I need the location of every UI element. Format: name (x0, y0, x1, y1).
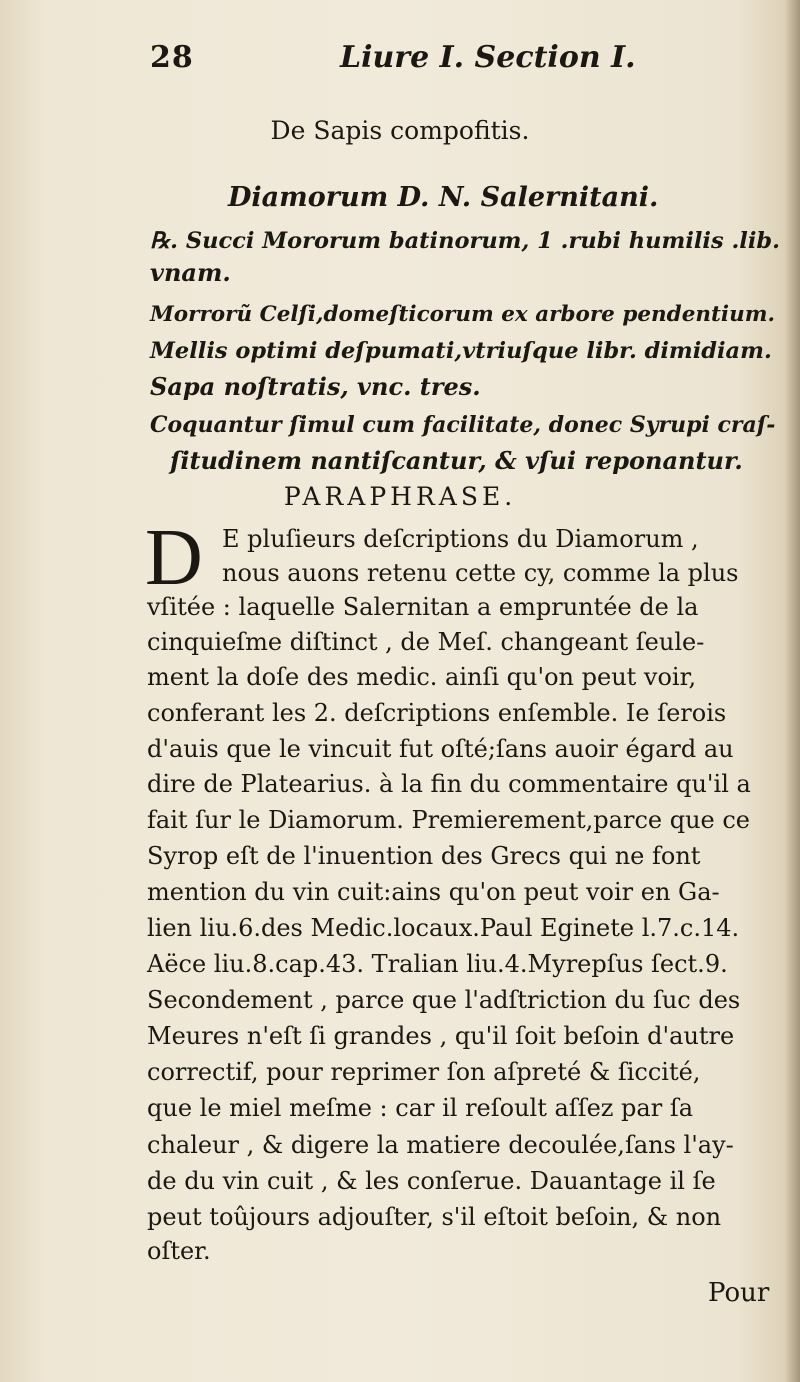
paraphrase-line: lien liu.6.des Medic.locaux.Paul Eginete l.7.c.14. (147, 914, 740, 942)
paraphrase-line: Meures n'eſt ſi grandes , qu'il ſoit beſoin d'autre (147, 1022, 735, 1050)
paraphrase-line: dire de Platearius. à la fin du commentaire qu'il a (147, 770, 751, 798)
section-title: De Sapis compofitis. (270, 116, 530, 145)
paraphrase-line: fait ſur le Diamorum. Premierement,parce que ce (147, 806, 751, 834)
paraphrase-line: mention du vin cuit:ains qu'on peut voir en Ga- (147, 878, 720, 906)
paraphrase-line: ment la doſe des medic. ainſi qu'on peut voir, (147, 663, 697, 691)
paraphrase-line: que le miel meſme : car il reſoult aſſez par ſa (147, 1094, 694, 1122)
recipe-line: vnam. (150, 258, 231, 287)
paraphrase-line: Secondement , parce que l'adſtriction du ſuc des (147, 986, 741, 1014)
paraphrase-line: oſter. (147, 1237, 211, 1265)
page-number: 28 (150, 40, 194, 75)
paraphrase-line: E pluſieurs deſcriptions du Diamorum , (222, 525, 699, 553)
paraphrase-line: d'auis que le vincuit fut oſté;ſans auoir égard au (147, 735, 734, 763)
paraphrase-line: cinquieſme diſtinct , de Meſ. changeant ſeule- (147, 628, 705, 656)
recipe-line: ſitudinem nantiſcantur, & vſui reponantur. (170, 446, 743, 475)
paraphrase-line: conferant les 2. deſcriptions enſemble. Ie ſerois (147, 699, 727, 727)
paraphrase-line: Aëce liu.8.cap.43. Tralian liu.4.Myrepſus ſect.9. (147, 950, 728, 978)
paraphrase-line: nous auons retenu cette cy, comme la plus (222, 559, 739, 587)
catchword: Pour (708, 1278, 770, 1308)
paraphrase-line: de du vin cuit , & les conſerue. Dauantage il ſe (147, 1167, 716, 1195)
recipe-line: Coquantur ſimul cum facilitate, donec Syrupi craſ- (150, 412, 776, 438)
paraphrase-line: peut toûjours adjouſter, s'il eſtoit beſoin, & non (147, 1203, 722, 1231)
paraphrase-line: correctif, pour reprimer ſon aſpreté & ſiccité, (147, 1058, 701, 1086)
recipe-title: Diamorum D. N. Salernitani. (228, 182, 659, 213)
paraphrase-line: Syrop eſt de l'inuention des Grecs qui ne font (147, 842, 701, 870)
drop-cap: D (145, 514, 203, 602)
recipe-line: Sapa noſtratis, vnc. tres. (150, 372, 481, 401)
recipe-line: ℞. Succi Mororum batinorum, 1 .rubi humilis .lib. (150, 228, 780, 254)
page-edge-shadow (784, 0, 800, 1382)
running-head: Liure I. Section I. (340, 40, 636, 75)
paraphrase-heading: PARAPHRASE. (283, 482, 517, 511)
recipe-line: Morrorũ Celſi,domeſticorum ex arbore pendentium. (150, 302, 775, 327)
paraphrase-line: chaleur , & digere la matiere decoulée,ſans l'ay- (147, 1131, 734, 1159)
recipe-line: Mellis optimi deſpumati,vtriuſque libr. dimidiam. (150, 338, 772, 364)
page-header (150, 36, 770, 86)
paraphrase-line: vſitée : laquelle Salernitan a empruntée de la (147, 593, 699, 621)
